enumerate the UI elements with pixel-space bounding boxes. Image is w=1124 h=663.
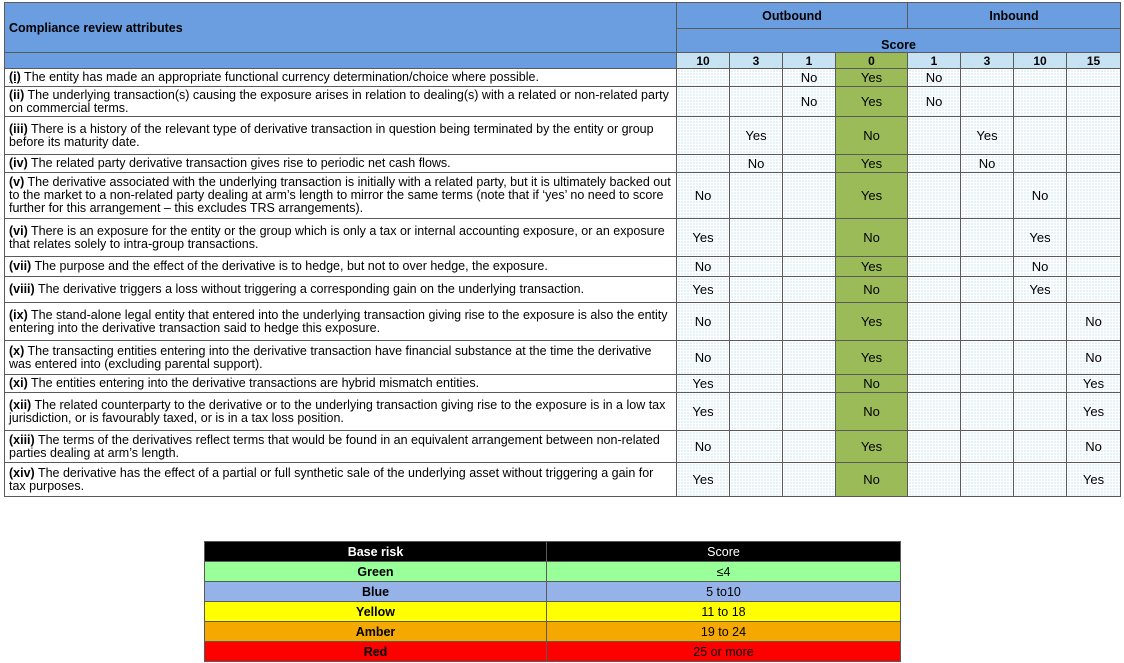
score-cell	[1014, 431, 1067, 463]
score-cell	[730, 341, 783, 375]
score-cell	[730, 257, 783, 277]
score-cell	[783, 155, 836, 173]
table-title: Compliance review attributes	[5, 3, 677, 53]
table-row	[5, 173, 1121, 219]
score-value: 3	[730, 53, 783, 69]
attribute-text: The derivative triggers a loss without triggering a corresponding gain on the underlying transaction.	[34, 282, 585, 296]
attribute-number: (i)	[9, 70, 21, 84]
score-cell	[961, 431, 1014, 463]
score-cell: Yes	[730, 117, 783, 155]
score-cell	[730, 277, 783, 303]
attribute-text: The purpose and the effect of the derivative is to hedge, but not to over hedge, the exposure.	[31, 259, 548, 273]
attribute-number: (xiv)	[9, 465, 35, 480]
score-cell: No	[961, 155, 1014, 173]
base-risk-legend	[204, 541, 901, 662]
score-cell: No	[677, 431, 730, 463]
score-cell: No	[1014, 173, 1067, 219]
score-cell: No	[677, 257, 730, 277]
score-cell: No	[677, 341, 730, 375]
legend-header-score: Score	[547, 542, 901, 562]
table-row	[5, 277, 1121, 303]
table-row	[5, 155, 1121, 173]
score-cell	[961, 375, 1014, 393]
score-value: 1	[908, 53, 961, 69]
score-cell: No	[1014, 257, 1067, 277]
score-cell	[783, 431, 836, 463]
score-cell: Yes	[1014, 277, 1067, 303]
score-cell	[1067, 117, 1121, 155]
attribute-text: The stand-alone legal entity that entered into the underlying transaction giving rise to the exposure is also the entity entering into the derivative transaction said to hedge this exposure.	[9, 307, 668, 335]
risk-level-name: Yellow	[205, 602, 547, 622]
legend-row	[205, 622, 901, 642]
attribute-text: The terms of the derivatives reflect terms that would be found in an equivalent arrangement between non-related parties dealing at arm’s length.	[9, 432, 660, 460]
score-cell	[908, 257, 961, 277]
score-cell	[908, 375, 961, 393]
attribute-text: The related party derivative transaction gives rise to periodic net cash flows.	[27, 156, 451, 170]
score-cell	[908, 277, 961, 303]
score-cell: No	[836, 219, 908, 257]
score-values-row	[5, 53, 1121, 69]
score-cell	[961, 341, 1014, 375]
score-cell: Yes	[836, 87, 908, 117]
score-cell: Yes	[1014, 219, 1067, 257]
attribute-description	[5, 431, 677, 463]
risk-level-score: 5 to10	[547, 582, 901, 602]
risk-level-name: Green	[205, 562, 547, 582]
score-cell: Yes	[1067, 463, 1121, 497]
legend-row	[205, 562, 901, 582]
score-cell	[730, 219, 783, 257]
attribute-text: The related counterparty to the derivative or to the underlying transaction giving rise to the exposure is in a low tax jurisdiction, or is favourably taxed, or is in a tax loss position.	[9, 397, 666, 425]
score-cell: Yes	[836, 341, 908, 375]
score-cell	[908, 431, 961, 463]
attribute-text: There is an exposure for the entity or the group which is only a tax or internal accounting exposure, or an exposure that relates solely to intra-group transactions.	[9, 223, 665, 251]
spacer-cell	[5, 53, 677, 69]
score-cell	[961, 219, 1014, 257]
score-cell	[961, 303, 1014, 341]
score-cell: Yes	[1067, 375, 1121, 393]
score-cell: No	[836, 277, 908, 303]
legend-row	[205, 642, 901, 662]
score-cell	[783, 219, 836, 257]
score-cell	[1014, 375, 1067, 393]
score-cell	[908, 341, 961, 375]
score-cell	[730, 375, 783, 393]
outbound-header: Outbound	[677, 3, 908, 29]
attribute-text: The derivative associated with the underlying transaction is initially with a related party, but it is ultimately backed out to the market to a non-related party dealing at arm’s length to mirror the same terms (note that if ‘yes’ no need to score further for this arrangement – this excludes TRS arrangements).	[9, 175, 671, 215]
score-cell	[961, 87, 1014, 117]
attribute-description	[5, 87, 677, 117]
score-cell	[961, 173, 1014, 219]
score-cell: No	[1067, 431, 1121, 463]
score-cell: No	[677, 173, 730, 219]
score-cell: No	[1067, 341, 1121, 375]
score-value: 0	[836, 53, 908, 69]
attribute-number: (ix)	[9, 307, 28, 322]
attribute-number: (iv)	[9, 156, 28, 170]
score-cell	[783, 303, 836, 341]
table-row	[5, 463, 1121, 497]
score-cell: Yes	[836, 303, 908, 341]
score-cell	[1067, 87, 1121, 117]
compliance-table	[4, 2, 1121, 497]
score-cell: Yes	[836, 257, 908, 277]
attribute-description	[5, 303, 677, 341]
attribute-number: (iii)	[9, 121, 28, 136]
score-cell	[908, 463, 961, 497]
score-cell	[730, 393, 783, 431]
score-cell: Yes	[677, 375, 730, 393]
attribute-text: The underlying transaction(s) causing the exposure arises in relation to dealing(s) with a related or non-related party on commercial terms.	[9, 87, 669, 115]
score-cell: No	[783, 69, 836, 87]
score-cell: Yes	[1067, 393, 1121, 431]
score-cell: Yes	[677, 219, 730, 257]
attribute-description	[5, 155, 677, 173]
score-cell	[730, 463, 783, 497]
attribute-text: The entities entering into the derivative transactions are hybrid mismatch entities.	[27, 376, 480, 390]
table-row	[5, 303, 1121, 341]
table-row	[5, 431, 1121, 463]
score-cell: No	[908, 69, 961, 87]
score-cell: Yes	[836, 431, 908, 463]
table-row	[5, 69, 1121, 87]
score-value: 10	[677, 53, 730, 69]
legend-row	[205, 602, 901, 622]
score-cell	[1014, 393, 1067, 431]
risk-level-score: 25 or more	[547, 642, 901, 662]
attribute-number: (xi)	[9, 376, 28, 390]
attribute-description	[5, 341, 677, 375]
score-cell	[1014, 341, 1067, 375]
score-cell: Yes	[836, 69, 908, 87]
score-cell: No	[783, 87, 836, 117]
score-cell	[783, 393, 836, 431]
score-cell	[677, 69, 730, 87]
score-cell: No	[836, 463, 908, 497]
score-cell	[730, 87, 783, 117]
score-cell	[961, 69, 1014, 87]
score-cell	[730, 173, 783, 219]
table-row	[5, 257, 1121, 277]
score-value: 15	[1067, 53, 1121, 69]
score-cell	[677, 87, 730, 117]
score-cell: No	[836, 375, 908, 393]
score-cell	[961, 463, 1014, 497]
attribute-text: There is a history of the relevant type of derivative transaction in question being terminated by the entity or group before its maturity date.	[9, 121, 654, 149]
score-cell	[1014, 303, 1067, 341]
score-cell: Yes	[836, 173, 908, 219]
score-cell: No	[908, 87, 961, 117]
table-row	[5, 219, 1121, 257]
score-cell	[783, 117, 836, 155]
score-cell	[677, 155, 730, 173]
legend-header-base-risk: Base risk	[205, 542, 547, 562]
score-cell: Yes	[677, 393, 730, 431]
score-cell	[783, 173, 836, 219]
score-cell: No	[677, 303, 730, 341]
score-cell	[783, 277, 836, 303]
attribute-description	[5, 277, 677, 303]
score-cell	[908, 303, 961, 341]
attribute-description	[5, 173, 677, 219]
risk-level-name: Red	[205, 642, 547, 662]
risk-level-score: 19 to 24	[547, 622, 901, 642]
score-cell	[730, 303, 783, 341]
risk-level-name: Blue	[205, 582, 547, 602]
score-cell: Yes	[836, 155, 908, 173]
table-row	[5, 375, 1121, 393]
attribute-description	[5, 257, 677, 277]
risk-level-score: 11 to 18	[547, 602, 901, 622]
score-cell	[730, 69, 783, 87]
inbound-header: Inbound	[908, 3, 1121, 29]
score-cell	[1014, 463, 1067, 497]
score-cell	[1014, 155, 1067, 173]
score-cell: No	[836, 117, 908, 155]
risk-level-name: Amber	[205, 622, 547, 642]
score-cell	[783, 257, 836, 277]
score-cell	[1067, 219, 1121, 257]
score-cell	[1067, 257, 1121, 277]
score-header: Score	[677, 29, 1121, 53]
attribute-number: (xii)	[9, 397, 32, 412]
table-row	[5, 393, 1121, 431]
score-value: 3	[961, 53, 1014, 69]
attribute-number: (ii)	[9, 87, 25, 102]
score-value: 1	[783, 53, 836, 69]
score-cell	[1067, 277, 1121, 303]
score-cell	[961, 393, 1014, 431]
attribute-description	[5, 375, 677, 393]
score-cell: No	[836, 393, 908, 431]
score-cell: Yes	[677, 277, 730, 303]
score-cell	[730, 431, 783, 463]
attribute-number: (viii)	[9, 282, 35, 296]
table-row	[5, 87, 1121, 117]
score-cell	[908, 117, 961, 155]
score-cell	[1014, 69, 1067, 87]
score-cell	[908, 393, 961, 431]
attribute-description	[5, 393, 677, 431]
attribute-number: (vii)	[9, 259, 32, 273]
score-value: 10	[1014, 53, 1067, 69]
score-cell	[908, 155, 961, 173]
score-cell	[1014, 117, 1067, 155]
attribute-number: (x)	[9, 343, 25, 358]
attribute-text: The derivative has the effect of a partial or full synthetic sale of the underlying asset without triggering a gain for tax purposes.	[9, 465, 654, 493]
attribute-number: (vi)	[9, 223, 28, 238]
score-cell	[961, 277, 1014, 303]
attribute-number: (v)	[9, 175, 25, 189]
score-cell	[961, 257, 1014, 277]
attribute-text: The transacting entities entering into the derivative transaction have financial substance at the time the derivative was entered into (excluding parental support).	[9, 343, 652, 371]
score-cell: No	[730, 155, 783, 173]
score-cell	[908, 219, 961, 257]
score-cell	[783, 341, 836, 375]
score-cell: No	[1067, 303, 1121, 341]
score-cell	[677, 117, 730, 155]
attribute-text: The entity has made an appropriate functional currency determination/choice where possible.	[20, 70, 539, 84]
attribute-description	[5, 463, 677, 497]
table-row	[5, 117, 1121, 155]
score-cell	[1067, 155, 1121, 173]
score-cell	[1067, 69, 1121, 87]
score-cell: Yes	[677, 463, 730, 497]
attribute-description	[5, 219, 677, 257]
score-cell	[783, 463, 836, 497]
table-row	[5, 341, 1121, 375]
score-cell	[1067, 173, 1121, 219]
score-cell: Yes	[961, 117, 1014, 155]
risk-level-score: ≤4	[547, 562, 901, 582]
attribute-description	[5, 117, 677, 155]
attribute-number: (xiii)	[9, 432, 35, 447]
legend-row	[205, 582, 901, 602]
score-cell	[1014, 87, 1067, 117]
score-cell	[908, 173, 961, 219]
score-cell	[783, 375, 836, 393]
attribute-description	[5, 69, 677, 87]
